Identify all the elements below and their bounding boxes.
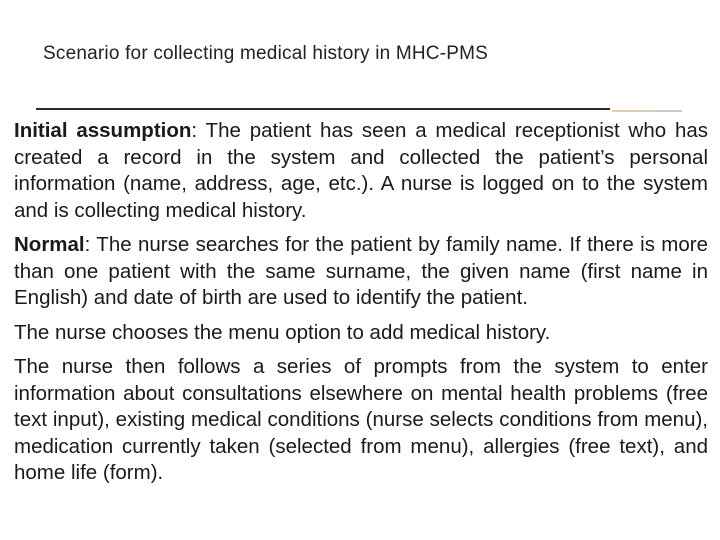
paragraph-initial-assumption [14,118,708,224]
initial-assumption-label: Initial assumption [14,119,192,142]
title-divider [36,108,610,110]
initial-assumption-text: : The patient has seen a medical receptionist who has created a record in the system and collected the patient’s personal information (name, address, age, etc.). A nurse is logged on to the system and is collecting medical history. [14,119,708,222]
prompts-text: The nurse then follows a series of prompts from the system to enter information about consultations elsewhere on mental health problems (free text input), existing medical conditions (nurse selects conditions from menu), medication currently taken (selected from menu), allergies (free text), and home life (form). [14,355,708,484]
divider-accent [612,110,682,112]
paragraph-prompts [14,354,708,487]
menu-option-text: The nurse chooses the menu option to add medical history. [14,320,551,344]
paragraph-menu-option [14,320,708,347]
slide-body [14,118,708,495]
normal-text: : The nurse searches for the patient by family name. If there is more than one patient with the same surname, the given name (first name in English) and date of birth are used to identify the patient. [14,233,708,309]
normal-label: Normal [14,233,85,256]
paragraph-normal [14,232,708,312]
slide-title: Scenario for collecting medical history in MHC-PMS [43,43,489,64]
